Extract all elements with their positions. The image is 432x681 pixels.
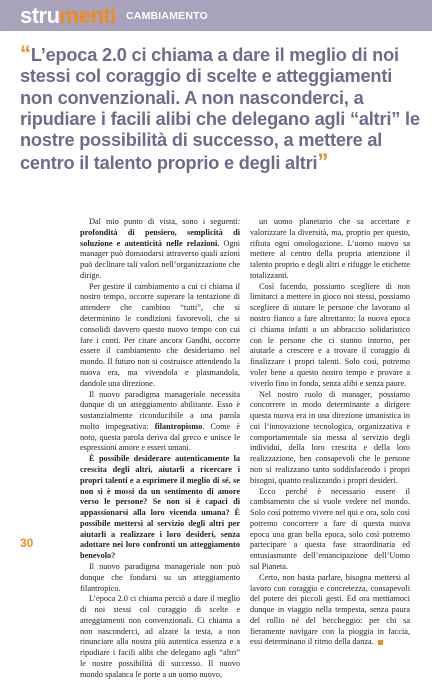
text-run: . Come è noto, questa parola deriva dal greco e unisce le espressioni amore e esseri umani. [80,421,241,453]
text-run: Il nuovo paradigma manageriale necessita dunque di un atteggiamento abilitante. Esso è sostanzialmente riconducibile a una parola molto impegnativa: [80,389,240,431]
bold-run: filantropismo [154,421,203,431]
paragraph: L’epoca 2.0 ci chiama perciò a dare il meglio di noi stessi col coraggio di scelte e atteggiamenti non convenzionali. Ci chiama a non nasconderci, ad alzare la testa, a non rinunciare alla nostra più autentica essenza e a ripudiare i facili alibi che delegano agli “altri” le nostre possibilità di successo. Il nuovo mondo spalanca le porte a un uomo nuovo, [80,594,240,679]
bold-run: È possibile desiderare autenticamente la crescita degli altri, aiutarli a ricercare i propri talenti e a esprimere il meglio di sé, se non si è mossi da un sentimento di amore verso le persone? Se non si è capaci di appassionarsi alla loro vicenda umana? È possibile mettersi al servizio degli altri per aiutarli a realizzare i loro desideri, senza adottare nei loro confronti un atteggiamento benevolo? [80,454,240,561]
paragraph-bold [80,454,240,562]
header-bar [0,0,432,31]
paragraph [80,390,240,455]
brand-part-1: stru [20,3,60,28]
paragraph: Ecco perché è necessario essere il cambiamento che si vuole vedere nel mondo. Solo così potremo vivere nel qui e ora, solo così potremo concorrere a fare di questa nuova epoca una gran bella epoca, solo così potremo partecipare a questa fase straordinaria ed entusiasmante dell’emancipazione dell’Uomo sul Pianeta. [250,486,410,571]
brand-part-2: menti [59,3,116,28]
pull-quote [20,43,425,175]
text-run: Certo, non basta parlare, bisogna mettersi al lavoro con coraggio e concretezza, consapevoli del potere dei piccoli gesti. Ed ora mettiamoci dunque in viaggio nella tempesta, senza paura del rollio né del beccheggio: per chi sa fieramente navigare con la pioggia in faccia, essi determinano il ritmo della danza. [250,572,410,647]
paragraph: Per gestire il cambiamento a cui ci chiama il nostro tempo, occorre superare la tentazione di attendere che cambino “tutti”, che si determinino le condizioni favorevoli, che si consolidi davvero questo nuovo tempo con cui fare i conti. Per citare ancora Gandhi, occorre essere il cambiamento che desideriamo nel mondo. Il futuro non si costruisce attendendo la nuova era, ma vivendola e plasmandola, dandole una direzione. [80,281,240,388]
text-run: Ogni manager può domandarsi attraverso quali azioni può declinare tali valori nell’organizzazione che dirige. [80,238,240,280]
pull-quote-text: L’epoca 2.0 ci chiama a dare il meglio di noi stessi col coraggio di scelte e atteggiamenti non convenzionali. A non nasconderci, a ripudiare i facili alibi che delegano agli “altri” le nostre possibilità di successo, a mettere al centro il talento proprio e degli altri [20,45,420,174]
page-number: 30 [20,536,34,550]
quote-open-mark: “ [20,41,31,66]
bold-run: profondità di pensiero, semplicità di soluzione e autenticità nelle relazioni. [80,227,240,248]
end-square-icon [378,640,383,645]
section-title: CAMBIAMENTO [126,10,208,22]
paragraph: Così facendo, possiamo scegliere di non limitarci a mettere in gioco noi stessi, possiamo scegliere di aiutare le persone che lavorano al nostro fianco a fare altrettanto: la nuova epoca ci chiama infatti a un abbraccio solidaristico con le persone che ci stanno intorno, per aiutarle a crescere e a trovare il coraggio di finalizzare i propri talenti. Solo così, potremo voler bene a questo nostro tempo e provare a viverlo fino in fondo, senza alibi e senza paure. [250,281,410,388]
paragraph [250,573,410,648]
paragraph: Nel nostro ruolo di manager, possiamo concorrere in modo determinante a dirigere questa nuova era in una direzione umanistica in cui l’innovazione tecnologica, organizzativa e comportamentale sia messa al servizio degli individui, della loro crescita e della loro realizzazione, ben consapevoli che le persone non si realizzano tanto soddisfacendo i propri bisogni, quanto realizzando i propri desideri. [250,389,410,485]
paragraph [80,217,240,282]
body-column-left [80,217,240,681]
magazine-brand [20,3,116,29]
paragraph: Il nuovo paradigma manageriale non può dunque che fondarsi su un atteggiamento filantropico. [80,562,240,593]
quote-close-mark: ” [317,149,329,175]
body-column-right [250,217,410,648]
paragraph: un uomo planetario che sa accettare e valorizzare la diversità, ma, proprio per questo, rifiuta ogni omologazione. L’uomo nuovo sa mettere al centro della propria attenzione il talento proprio e degli altri e rifugge le etichette totalizzanti. [250,217,410,280]
text-run: Dal mio punto di vista, sono i seguenti: [89,217,240,226]
